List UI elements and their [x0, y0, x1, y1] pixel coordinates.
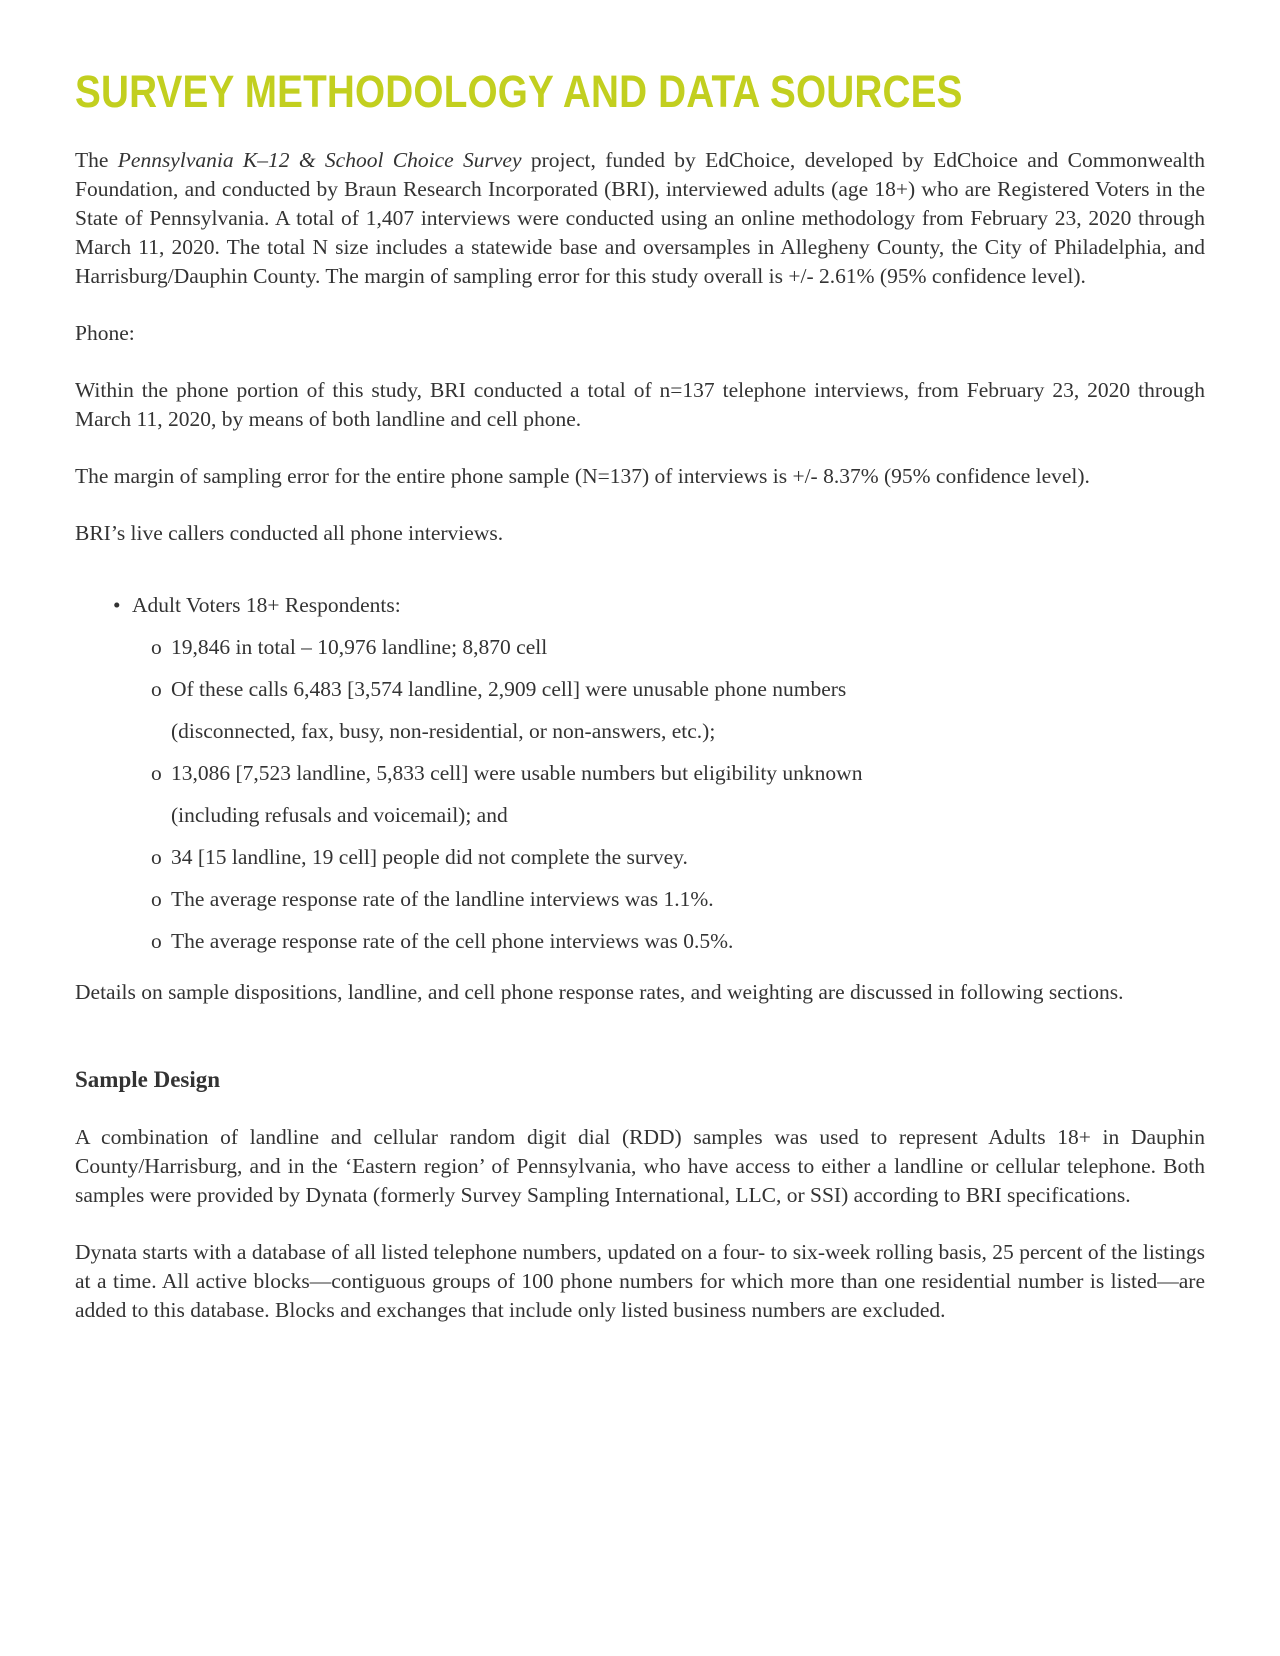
sub-item-line: 34 [15 landline, 19 cell] people did not complete the survey. — [171, 845, 688, 869]
respondents-sublist — [113, 626, 1205, 962]
sub-list-item — [151, 836, 1205, 878]
sub-list-item — [151, 920, 1205, 962]
sub-bullet-marker: o — [151, 929, 162, 953]
sub-item-line: 13,086 [7,523 landline, 5,833 cell] were usable numbers but eligibility unknown — [171, 761, 863, 785]
sub-bullet-marker: o — [151, 635, 162, 659]
sub-item-line-continued: (including refusals and voicemail); and — [171, 803, 508, 827]
document-page — [75, 64, 1205, 1325]
sub-item-line-continued: (disconnected, fax, busy, non-residential, or non-answers, etc.); — [171, 719, 716, 743]
page-title: SURVEY METHODOLOGY AND DATA SOURCES — [75, 66, 963, 117]
bullet-marker: • — [113, 593, 121, 617]
sub-bullet-marker: o — [151, 887, 162, 911]
sub-list-item — [151, 878, 1205, 920]
sub-list-item — [151, 626, 1205, 668]
section-heading-sample-design: Sample Design — [75, 1067, 221, 1092]
phone-paragraph-1: Within the phone portion of this study, BRI conducted a total of n=137 telephone interviews, from February 23, 2020 through March 11, 2020, by means of both landline and cell phone. — [75, 378, 1205, 431]
sub-item-line: Of these calls 6,483 [3,574 landline, 2,909 cell] were unusable phone numbers — [171, 677, 847, 701]
list-item — [75, 584, 1205, 626]
bullet-label: Adult Voters 18+ Respondents: — [132, 593, 401, 617]
sub-item-line: 19,846 in total – 10,976 landline; 8,870 cell — [171, 635, 548, 659]
survey-name: Pennsylvania K–12 & School Choice Survey — [117, 148, 522, 172]
sub-list-item — [151, 668, 1205, 752]
details-paragraph: Details on sample dispositions, landline, and cell phone response rates, and weighting are discussed in following sections. — [75, 980, 1124, 1004]
phone-paragraph-3: BRI’s live callers conducted all phone interviews. — [75, 521, 504, 545]
sample-design-paragraph-1: A combination of landline and cellular random digit dial (RDD) samples was used to represent Adults 18+ in Dauphin County/Harrisburg, and in the ‘Eastern region’ of Pennsylvania, who have access to either a landline or cellular telephone. Both samples were provided by Dynata (formerly Survey Sampling International, LLC, or SSI) according to BRI specifications. — [75, 1125, 1205, 1207]
intro-paragraph — [75, 146, 1205, 291]
intro-post: project, funded by EdChoice, developed by EdChoice and Commonwealth Foundation, and conducted by Braun Research Incorporated (BRI), interviewed adults (age 18+) who are Registered Voters in the State of Pennsylvania. A total of 1,407 interviews were conducted using an online methodology from February 23, 2020 through March 11, 2020. The total N size includes a statewide base and oversamples in Allegheny County, the City of Philadelphia, and Harrisburg/Dauphin County. The margin of sampling error for this study overall is +/- 2.61% (95% confidence level). — [75, 148, 1205, 288]
sub-item-line: The average response rate of the landline interviews was 1.1%. — [171, 887, 714, 911]
respondents-list — [75, 584, 1205, 626]
sample-design-paragraph-2: Dynata starts with a database of all listed telephone numbers, updated on a four- to six-week rolling basis, 25 percent of the listings at a time. All active blocks—contiguous groups of 100 phone numbers for which more than one residential number is listed—are added to this database. Blocks and exchanges that include only listed business numbers are excluded. — [75, 1240, 1205, 1322]
sub-item-line: The average response rate of the cell phone interviews was 0.5%. — [171, 929, 734, 953]
sub-bullet-marker: o — [151, 761, 162, 785]
intro-pre: The — [75, 148, 118, 172]
phone-label: Phone: — [75, 321, 135, 345]
sub-bullet-marker: o — [151, 677, 162, 701]
phone-paragraph-2: The margin of sampling error for the entire phone sample (N=137) of interviews is +/- 8.37% (95% confidence level). — [75, 464, 1090, 488]
sub-list-item — [151, 752, 1205, 836]
sub-bullet-marker: o — [151, 845, 162, 869]
